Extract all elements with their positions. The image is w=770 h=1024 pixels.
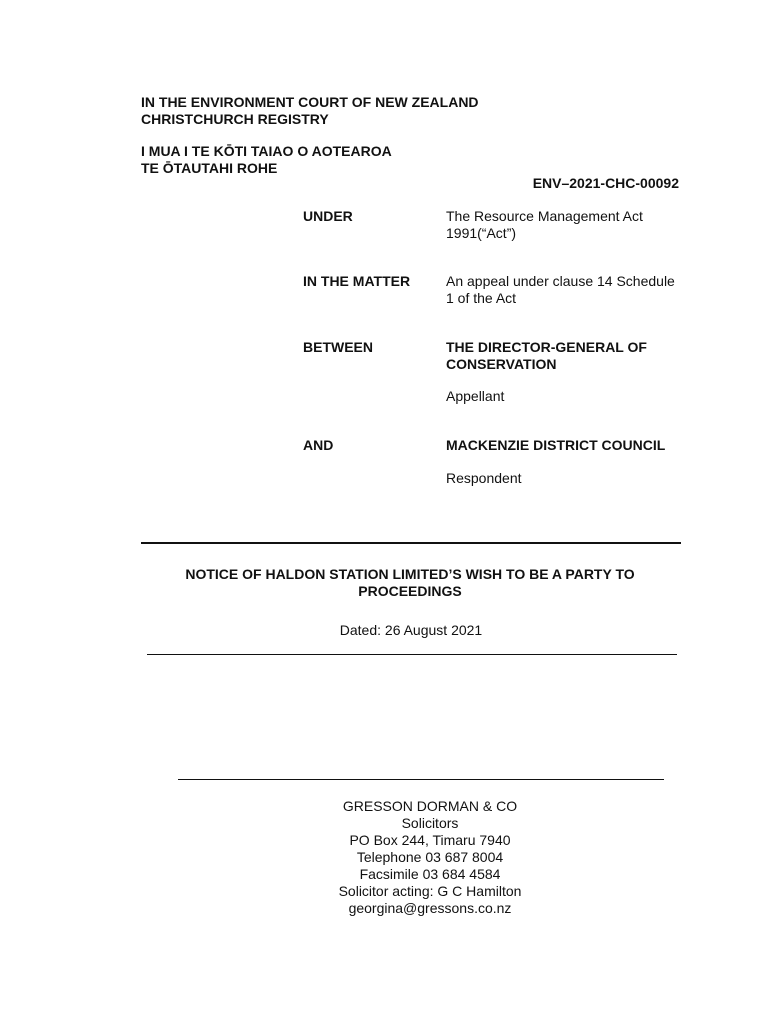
notice-title-line2: PROCEEDINGS	[358, 583, 462, 599]
firm-solicitor-acting: Solicitor acting: G C Hamilton	[338, 883, 522, 899]
firm-email: georgina@gressons.co.nz	[348, 900, 512, 916]
court-heading	[141, 94, 479, 177]
appellant-name-line2: CONSERVATION	[446, 356, 557, 372]
court-name-english: IN THE ENVIRONMENT COURT OF NEW ZEALAND	[141, 94, 479, 110]
dated-line: Dated: 26 August 2021	[339, 622, 483, 638]
respondent-name: MACKENZIE DISTRICT COUNCIL	[446, 437, 666, 453]
firm-telephone: Telephone 03 687 8004	[356, 849, 504, 865]
underline-rule-bottom	[178, 779, 664, 780]
matter-value	[446, 273, 686, 307]
solicitor-block	[230, 798, 630, 917]
notice-title	[170, 566, 650, 600]
notice-title-line1: NOTICE OF HALDON STATION LIMITED’S WISH TO BE A PARTY TO	[185, 566, 635, 582]
matter-value-line2: 1 of the Act	[446, 290, 517, 306]
appellant-name-line1: THE DIRECTOR-GENERAL OF	[446, 339, 647, 355]
court-registry-maori: TE ŌTAUTAHI ROHE	[141, 160, 278, 176]
appellant-role: Appellant	[446, 388, 505, 404]
matter-value-line1: An appeal under clause 14 Schedule	[446, 273, 675, 289]
under-value-line1: The Resource Management Act	[446, 208, 643, 224]
firm-name: GRESSON DORMAN & CO	[342, 798, 518, 814]
under-value	[446, 208, 686, 242]
respondent-role: Respondent	[446, 470, 522, 486]
firm-role: Solicitors	[401, 815, 459, 831]
matter-label: IN THE MATTER	[303, 273, 411, 289]
under-label: UNDER	[303, 208, 353, 224]
under-value-line2: 1991(“Act”)	[446, 225, 517, 241]
case-number: ENV–2021-CHC-00092	[532, 175, 679, 191]
firm-po-box: PO Box 244, Timaru 7940	[349, 832, 511, 848]
court-registry-english: CHRISTCHURCH REGISTRY	[141, 111, 329, 127]
between-label: BETWEEN	[303, 339, 373, 355]
firm-facsimile: Facsimile 03 684 4584	[359, 866, 501, 882]
section-divider	[141, 542, 681, 544]
and-label: AND	[303, 437, 334, 453]
court-name-maori: I MUA I TE KŌTI TAIAO O AOTEAROA	[141, 143, 392, 159]
appellant-name	[446, 339, 686, 373]
underline-rule-top	[147, 654, 677, 655]
